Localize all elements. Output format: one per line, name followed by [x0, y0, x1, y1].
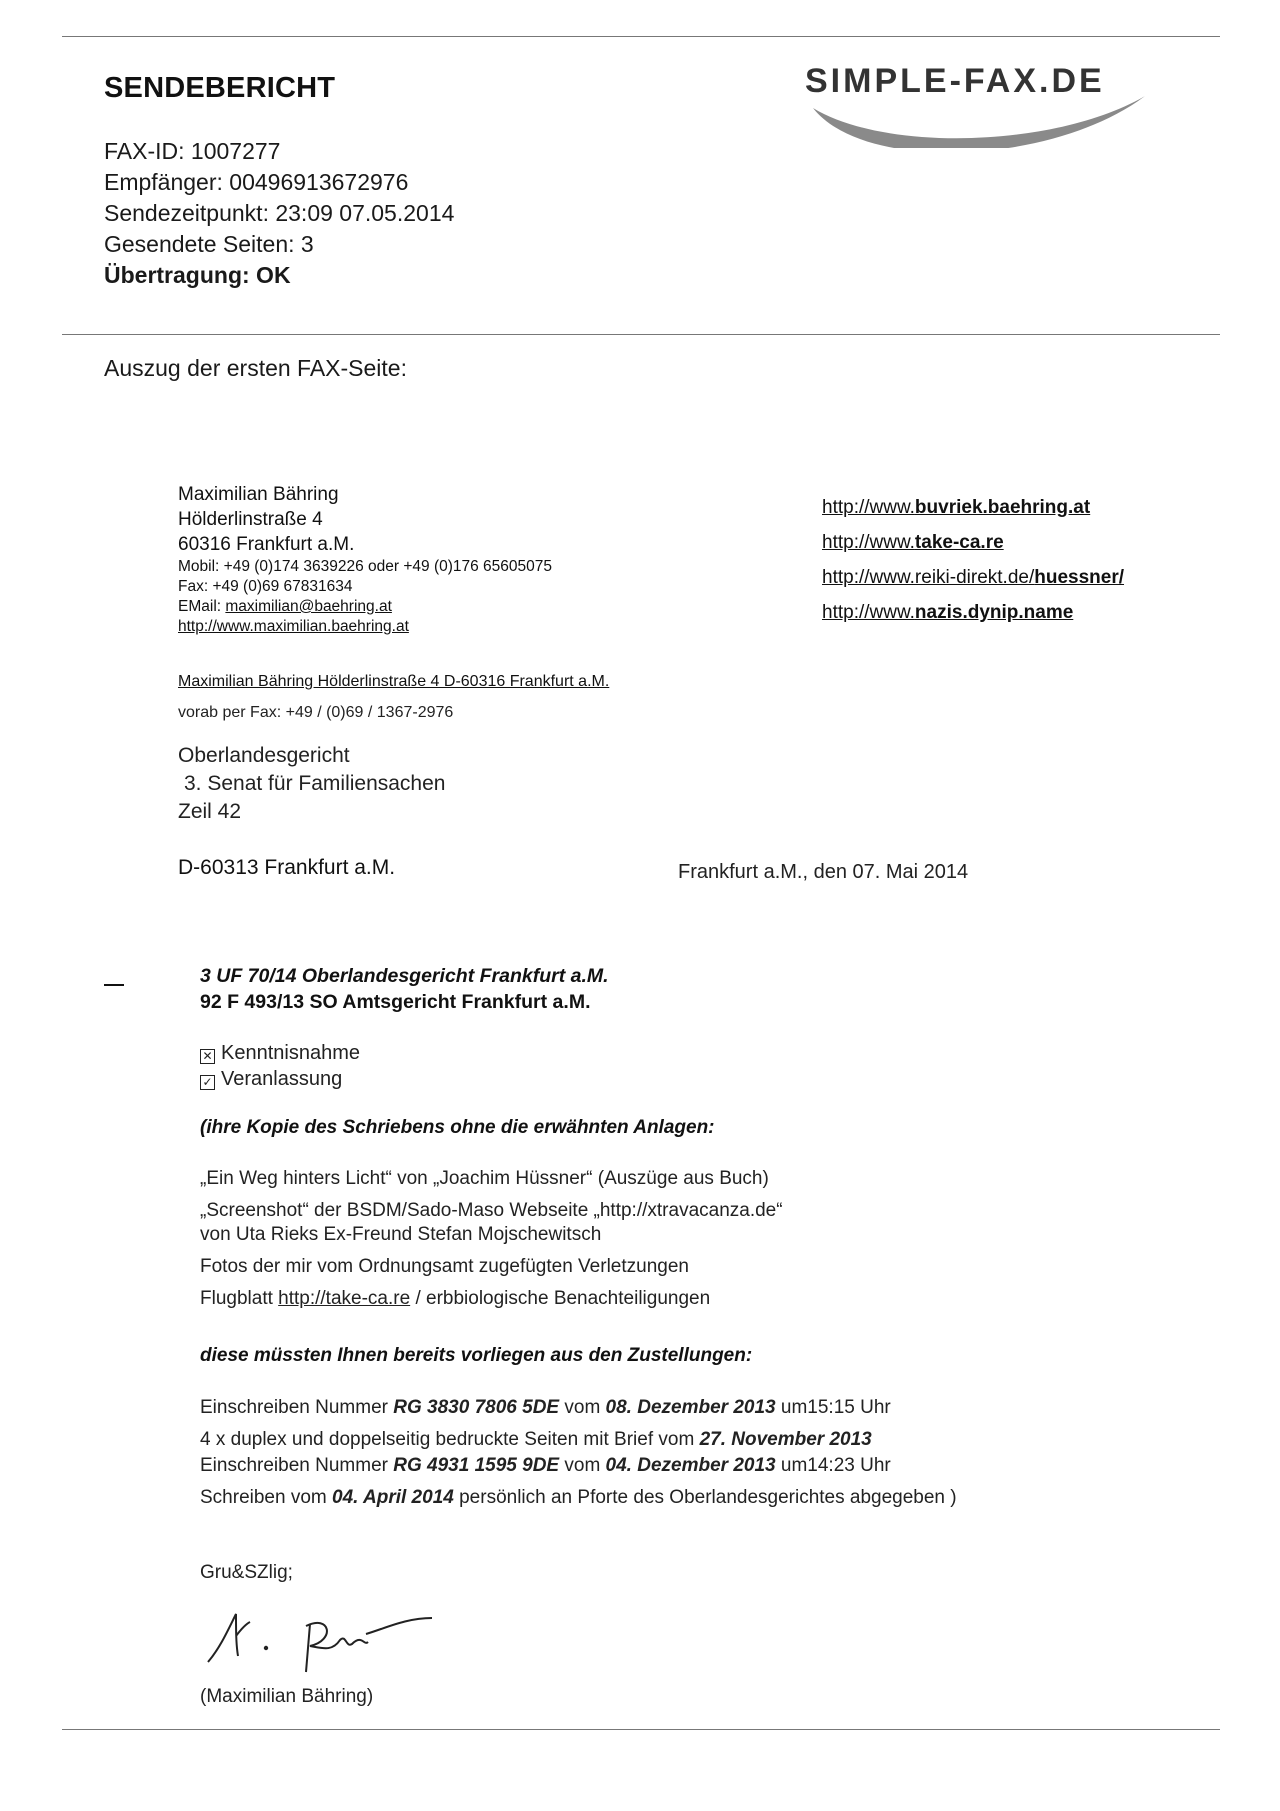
signer-name: (Maximilian Bähring)	[200, 1686, 374, 1707]
sender-email-label: EMail:	[178, 598, 226, 615]
fax-recipient: Empfänger: 00496913672976	[104, 169, 409, 195]
sender-web-link[interactable]: http://www.maximilian.baehring.at	[178, 618, 409, 635]
report-details	[104, 136, 454, 291]
sender-mobile: Mobil: +49 (0)174 3639226 oder +49 (0)176 65605075	[178, 558, 553, 575]
flyer-link[interactable]: http://take-ca.re	[278, 1288, 411, 1309]
attachment-item: „Ein Weg hinters Licht“ von „Joachim Hüssner“ (Auszüge aus Buch)	[200, 1168, 769, 1189]
delivery-list	[200, 1395, 957, 1511]
copy-heading: (ihre Kopie des Schriebens ohne die erwähnten Anlagen:	[200, 1117, 715, 1138]
attachment-item: Flugblatt http://take-ca.re / erbbiologische Benachteiligungen	[200, 1288, 711, 1309]
recipient-court: Oberlandesgericht	[178, 744, 350, 767]
report-title: SENDEBERICHT	[104, 72, 336, 104]
fax-id: FAX-ID: 1007277	[104, 138, 281, 164]
delivery-item: 4 x duplex und doppelseitig bedruckte Seiten mit Brief vom 27. November 2013	[200, 1429, 872, 1450]
link-item[interactable]: http://www.nazis.dynip.name	[822, 602, 1074, 623]
fold-mark	[104, 984, 124, 986]
bottom-rule	[62, 1729, 1220, 1730]
return-address: Maximilian Bähring Hölderlinstraße 4 D-60316 Frankfurt a.M.	[178, 673, 610, 690]
transmission-status: Übertragung: OK	[104, 262, 291, 288]
delivery-heading: diese müssten Ihnen bereits vorliegen aus den Zustellungen:	[200, 1345, 753, 1366]
attachment-item: „Screenshot“ der BSDM/Sado-Maso Webseite „http://xtravacanza.de“	[200, 1200, 783, 1221]
fax-ahead-line: vorab per Fax: +49 / (0)69 / 1367-2976	[178, 704, 454, 721]
link-item[interactable]: http://www.take-ca.re	[822, 532, 1004, 553]
excerpt-label: Auszug der ersten FAX-Seite:	[104, 355, 407, 381]
sender-fax: Fax: +49 (0)69 67831634	[178, 578, 353, 595]
checkbox-x-icon: ✕	[200, 1049, 215, 1064]
logo	[805, 56, 1205, 148]
greeting: Gru&SZlig;	[200, 1562, 293, 1583]
check-veranlassung: ✓ Veranlassung	[200, 1066, 360, 1092]
attachment-list	[200, 1167, 783, 1311]
recipient-block	[178, 742, 445, 826]
link-item[interactable]: http://www.buvriek.baehring.at	[822, 497, 1091, 518]
logo-swoosh-icon	[805, 56, 1205, 148]
sender-name: Maximilian Bähring	[178, 484, 339, 505]
logo-text: SIMPLE-FAX.DE	[805, 62, 1105, 100]
send-time: Sendezeitpunkt: 23:09 07.05.2014	[104, 200, 455, 226]
check-kenntnisnahme: ✕ Kenntnisnahme	[200, 1040, 360, 1066]
recipient-city: D-60313 Frankfurt a.M.	[178, 856, 396, 879]
delivery-item: Schreiben vom 04. April 2014 persönlich an Pforte des Oberlandesgerichtes abgegeben )	[200, 1487, 957, 1508]
link-list	[822, 490, 1124, 630]
sender-block	[178, 482, 552, 637]
attachment-item: Fotos der mir vom Ordnungsamt zugefügten Verletzungen	[200, 1256, 689, 1277]
checkbox-check-icon: ✓	[200, 1075, 215, 1090]
delivery-item: Einschreiben Nummer RG 3830 7806 5DE vom 08. Dezember 2013 um15:15 Uhr	[200, 1397, 891, 1418]
pages-sent: Gesendete Seiten: 3	[104, 231, 314, 257]
top-rule	[62, 36, 1220, 37]
link-item[interactable]: http://www.reiki-direkt.de/huessner/	[822, 567, 1125, 588]
checkbox-list	[200, 1040, 360, 1092]
sender-email-link[interactable]: maximilian@baehring.at	[225, 598, 392, 615]
case-references	[200, 963, 609, 1015]
reference-ag: 92 F 493/13 SO Amtsgericht Frankfurt a.M.	[200, 991, 591, 1013]
sender-email-row	[178, 597, 552, 617]
attachment-item: von Uta Rieks Ex-Freund Stefan Mojschewitsch	[200, 1224, 602, 1245]
sender-city: 60316 Frankfurt a.M.	[178, 534, 355, 555]
middle-rule	[62, 334, 1220, 335]
letter-date: Frankfurt a.M., den 07. Mai 2014	[678, 861, 969, 883]
sender-street: Hölderlinstraße 4	[178, 509, 323, 530]
signature-image	[206, 1600, 436, 1680]
recipient-street: Zeil 42	[178, 800, 242, 823]
delivery-item: Einschreiben Nummer RG 4931 1595 9DE vom 04. Dezember 2013 um14:23 Uhr	[200, 1455, 891, 1476]
reference-olg: 3 UF 70/14 Oberlandesgericht Frankfurt a.M.	[200, 965, 609, 987]
recipient-senate: 3. Senat für Familiensachen	[184, 772, 446, 795]
